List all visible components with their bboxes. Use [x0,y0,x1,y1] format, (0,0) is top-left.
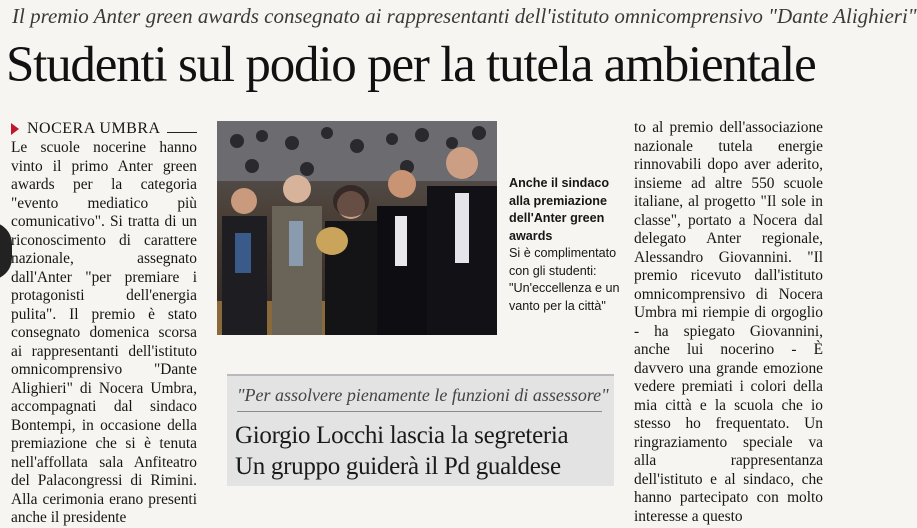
related-title-line-2: Un gruppo guiderà il Pd gualdese [235,453,561,480]
article-body-left: Le scuole nocerine hanno vinto il primo Anter green awards per la categoria "evento mediatico più comunicativo". Si tratta di un riconoscimento di carattere nazionale, assegnato dall'Anter "per premiare i protagonisti dell'energia pulita". Il premio è stato consegnato domenica scorsa ai rappresentanti dell'istituto omnicomprensivo "Dante Alighieri" di Nocera Umbra, accompagnati dal sindaco Bontempi, in occasione della premiazione che si è tenuta nell'affollata sala Anfiteatro del Palacongressi di Rimini. Alla cerimonia erano presenti anche il presidente [11,139,197,526]
dateline-rule [167,132,197,133]
related-article-box [227,374,614,486]
award-photo-image [217,121,497,335]
award-photo [217,121,497,335]
related-kicker-rule [237,411,602,412]
article-kicker: Il premio Anter green awards consegnato ai rappresentanti dell'istituto omnicomprensivo "Dante Alighieri" [12,4,917,28]
article-body-right: to al premio dell'associazione nazionale tutela energie rinnovabili dopo aver aderito, insieme ad altre 550 scuole italiane, al progetto "Il sole in classe", portato a Nocera dal delegato Anter regionale, Alessandro Giovannini. "Il premio ricevuto dall'istituto omnicomprensivo di Nocera Umbra mi riempie di orgoglio - ha spiegato Giovannini, anche lui nocerino - È davvero una grande emozione vedere premiati i colori della mia città e la scuola che io stesso ho frequentato. Un ringraziamento speciale va alla rappresentanza dell'istituto e al sindaco, che hanno partecipato con molto interesse a questo [634,119,823,525]
dateline [11,119,197,139]
article-headline: Studenti sul podio per la tutela ambientale [6,37,816,93]
related-title-line-1: Giorgio Locchi lascia la segreteria [235,422,569,449]
article-column-left [11,119,197,526]
photo-caption-text: Si è complimentato con gli studenti: "Un'eccellenza e un vanto per la città" [509,246,620,313]
article-column-right [634,119,823,525]
photo-caption [509,175,627,315]
photo-caption-title: Anche il sindaco alla premiazione dell'Anter green awards [509,176,610,243]
related-kicker: "Per assolvere pienamente le funzioni di assessore" [237,385,609,405]
related-title [235,420,613,482]
red-triangle-icon [11,123,19,135]
dateline-text: NOCERA UMBRA [27,119,161,137]
